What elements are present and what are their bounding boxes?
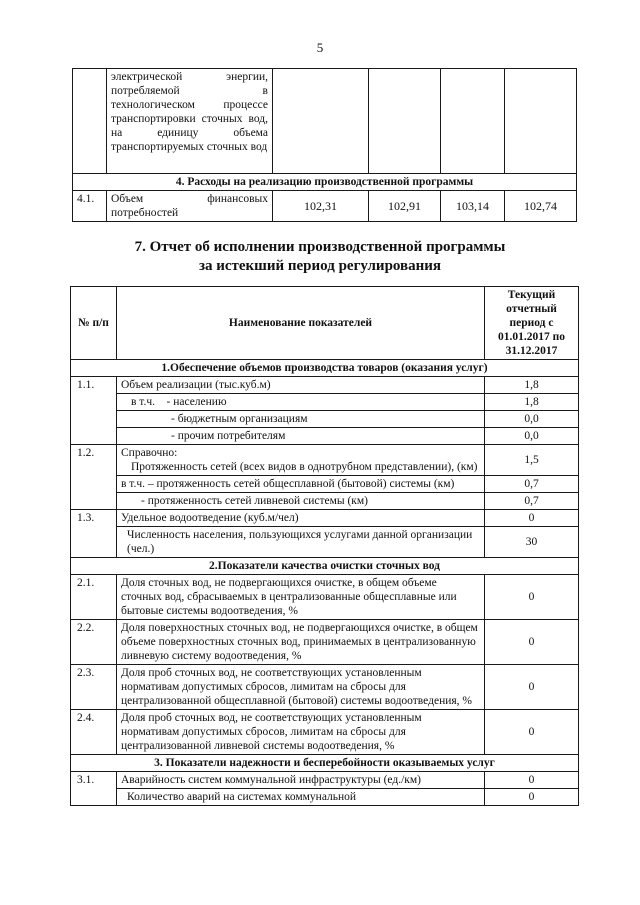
indicator-value: 0 (485, 772, 579, 789)
table-row (71, 411, 579, 428)
row-number: 2.3. (71, 665, 117, 710)
header-row (71, 287, 579, 360)
report-table (70, 286, 579, 806)
row-number: 4.1. (73, 191, 107, 222)
value-cell: 103,14 (441, 191, 505, 222)
reference-label: Справочно: (121, 447, 178, 459)
indicator-name: в т.ч. - населению (117, 394, 485, 411)
header-number: № п/п (71, 287, 117, 360)
table-row (71, 493, 579, 510)
indicator-value: 0,0 (485, 411, 579, 428)
row-description: Объем финансовых потребностей (107, 191, 273, 222)
value-cell: 102,31 (273, 191, 369, 222)
table-row (71, 527, 579, 558)
indicator-name: Удельное водоотведение (куб.м/чел) (117, 510, 485, 527)
indicator-name: Доля поверхностных сточных вод, не подвергающихся очистке, в общем объеме поверхностных сточных вод, принимаемых в централизованную ливневую систему водоотведения, % (117, 620, 485, 665)
previous-table (72, 68, 577, 222)
table-row (73, 69, 577, 174)
reference-text: Протяженность сетей (всех видов в однотрубном представлении), (км) (131, 461, 478, 473)
table-row (71, 476, 579, 493)
header-period: Текущий отчетный период с 01.01.2017 по 31.12.2017 (485, 287, 579, 360)
indicator-value: 0 (485, 665, 579, 710)
indicator-name: Доля проб сточных вод, не соответствующих установленным нормативам допустимых сбросов, лимитам на сбросы для централизованной общесплавной (бытовой) системы водоотведения, % (117, 665, 485, 710)
section-row (71, 755, 579, 772)
table-row (71, 445, 579, 476)
indicator-value: 0 (485, 620, 579, 665)
header-name: Наименование показателей (117, 287, 485, 360)
row-number: 1.2. (71, 445, 117, 510)
title-line-1: 7. Отчет об исполнении производственной программы (134, 239, 506, 255)
indicator-name: Объем реализации (тыс.куб.м) (117, 377, 485, 394)
section-1-title: 1.Обеспечение объемов производства товаров (оказания услуг) (71, 360, 579, 377)
section-3-title: 3. Показатели надежности и бесперебойности оказываемых услуг (71, 755, 579, 772)
section-row (71, 558, 579, 575)
indicator-name: Аварийность систем коммунальной инфраструктуры (ед./км) (117, 772, 485, 789)
indicator-value: 1,5 (485, 445, 579, 476)
indicator-name: Доля сточных вод, не подвергающихся очистке, в общем объеме сточных вод, сбрасываемых в централизованные общесплавные или бытовые системы водоотведения, % (117, 575, 485, 620)
section-row (73, 174, 577, 191)
indicator-value: 0 (485, 510, 579, 527)
table-row (73, 191, 577, 222)
table-row (71, 575, 579, 620)
page-number: 5 (316, 40, 324, 55)
indicator-value: 0 (485, 710, 579, 755)
indicator-value: 0,7 (485, 476, 579, 493)
indicator-name: Численность населения, пользующихся услугами данной организации (чел.) (117, 527, 485, 558)
table-row (71, 428, 579, 445)
indicator-name (117, 445, 485, 476)
value-cell: 102,91 (369, 191, 441, 222)
indicator-value: 0,7 (485, 493, 579, 510)
indicator-name: - бюджетным организациям (117, 411, 485, 428)
row-number: 2.1. (71, 575, 117, 620)
indicator-value: 30 (485, 527, 579, 558)
table-row (71, 510, 579, 527)
table-row (71, 377, 579, 394)
continued-description: электрической энергии, потребляемой в технологическом процессе транспортировки сточных вод, на единицу объема транспортируемых сточных вод (107, 69, 273, 174)
indicator-value: 0 (485, 575, 579, 620)
indicator-name: - протяженность сетей ливневой системы (км) (117, 493, 485, 510)
section-4-title: 4. Расходы на реализацию производственной программы (73, 174, 577, 191)
table-row (71, 789, 579, 806)
indicator-name: - прочим потребителям (117, 428, 485, 445)
value-cell: 102,74 (505, 191, 577, 222)
indicator-value: 1,8 (485, 377, 579, 394)
row-number: 2.2. (71, 620, 117, 665)
table-row (71, 710, 579, 755)
section-2-title: 2.Показатели качества очистки сточных вод (71, 558, 579, 575)
row-number: 3.1. (71, 772, 117, 806)
title-line-2: за истекший период регулирования (198, 258, 442, 274)
row-number: 1.1. (71, 377, 117, 445)
table-row (71, 772, 579, 789)
table-row (71, 620, 579, 665)
row-number: 1.3. (71, 510, 117, 558)
indicator-name: Количество аварий на системах коммунальной (117, 789, 485, 806)
report-title (0, 238, 640, 276)
indicator-value: 0 (485, 789, 579, 806)
table-row (71, 665, 579, 710)
indicator-name: Доля проб сточных вод, не соответствующих установленным нормативам допустимых сбросов, лимитам на сбросы для централизованной ливневой системы водоотведения, % (117, 710, 485, 755)
table-row (71, 394, 579, 411)
indicator-value: 1,8 (485, 394, 579, 411)
section-row (71, 360, 579, 377)
indicator-name: в т.ч. – протяженность сетей общесплавной (бытовой) системы (км) (117, 476, 485, 493)
indicator-value: 0,0 (485, 428, 579, 445)
row-number: 2.4. (71, 710, 117, 755)
